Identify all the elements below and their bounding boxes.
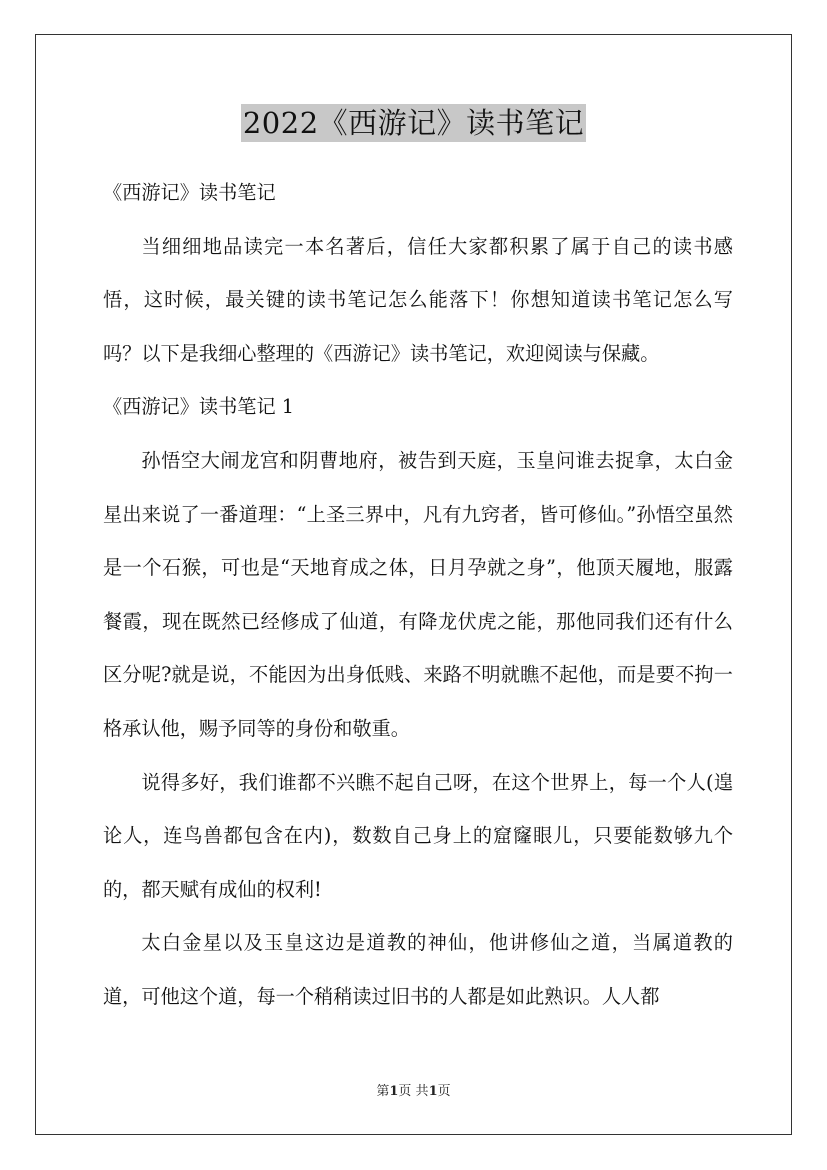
paragraph: 《西游记》读书笔记 1 (103, 395, 294, 419)
document-body (103, 166, 733, 1024)
footer-page-suffix: 页 (437, 1084, 451, 1099)
title-container (0, 104, 827, 142)
footer-page-mid: 页 共 (398, 1084, 429, 1099)
document-title: 2022《西游记》读书笔记 (242, 106, 585, 140)
paragraph: 太白金星以及玉皇这边是道教的神仙，他讲修仙之道，当属道教的道，可他这个道，每一个稍稍读过旧书的人都是如此熟识。人人都 (103, 931, 733, 1008)
paragraph: 当细细地品读完一本名著后，信任大家都积累了属于自己的读书感悟，这时候，最关键的读书笔记怎么能落下！你想知道读书笔记怎么写吗？以下是我细心整理的《西游记》读书笔记，欢迎阅读与保藏。 (103, 234, 733, 365)
paragraph: 说得多好，我们谁都不兴瞧不起自己呀，在这个世界上，每一个人(遑论人，连鸟兽都包含在内)，数数自己身上的窟窿眼儿，只要能数够九个的，都天赋有成仙的权利! (103, 770, 733, 901)
page-footer (0, 1083, 827, 1101)
footer-page-prefix: 第 (376, 1084, 390, 1099)
paragraph: 《西游记》读书笔记 (103, 181, 276, 204)
footer-page-current: 1 (389, 1084, 399, 1099)
paragraph: 孙悟空大闹龙宫和阴曹地府，被告到天庭，玉皇问谁去捉拿，太白金星出来说了一番道理：“上圣三界中，凡有九窍者，皆可修仙。”孙悟空虽然是一个石猴，可也是“天地育成之体，日月孕就之身”，他顶天履地，服露餐霞，现在既然已经修成了仙道，有降龙伏虎之能，那他同我们还有什么区分呢?就是说，不能因为出身低贱、来路不明就瞧不起他，而是要不拘一格承认他，赐予同等的身份和敬重。 (103, 448, 733, 740)
footer-page-total: 1 (428, 1084, 438, 1099)
